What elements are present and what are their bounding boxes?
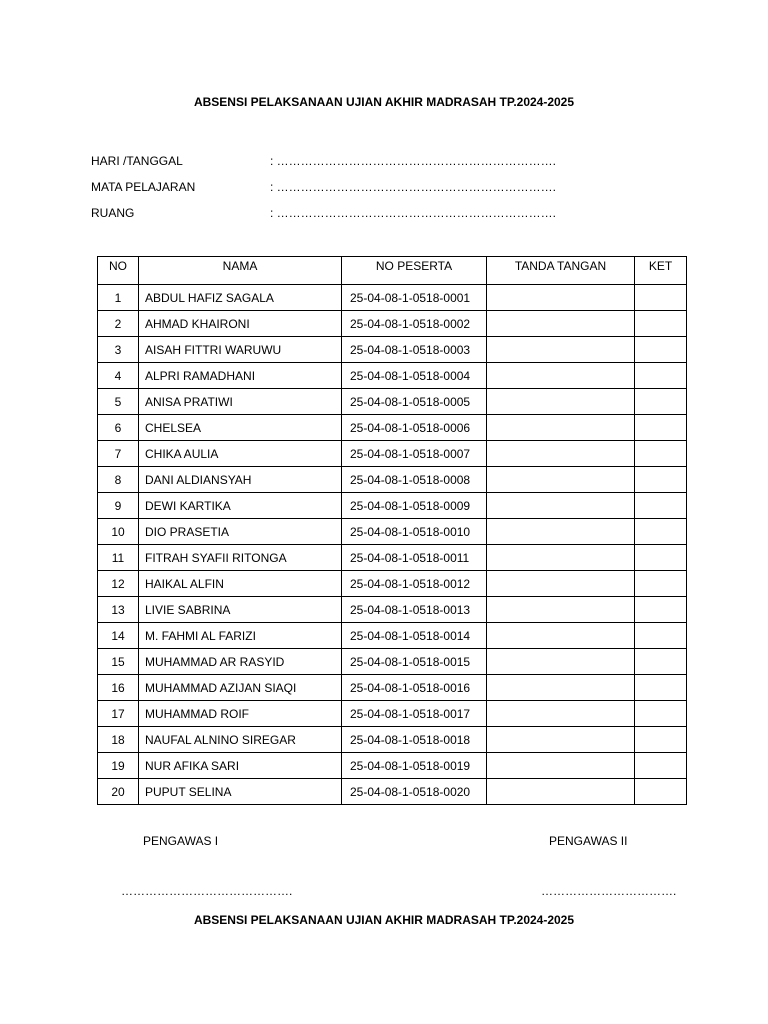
- cell-nama: MUHAMMAD AR RASYID: [139, 649, 342, 675]
- cell-nama: M. FAHMI AL FARIZI: [139, 623, 342, 649]
- cell-nama: ABDUL HAFIZ SAGALA: [139, 285, 342, 311]
- cell-ket[interactable]: [635, 285, 687, 311]
- table-row: [98, 285, 687, 311]
- cell-no-peserta: 25-04-08-1-0518-0013: [342, 597, 487, 623]
- table-row: [98, 415, 687, 441]
- cell-tanda-tangan[interactable]: [487, 519, 635, 545]
- cell-tanda-tangan[interactable]: [487, 597, 635, 623]
- cell-ket[interactable]: [635, 623, 687, 649]
- cell-ket[interactable]: [635, 311, 687, 337]
- cell-nama: MUHAMMAD ROIF: [139, 701, 342, 727]
- cell-nama: DANI ALDIANSYAH: [139, 467, 342, 493]
- cell-no-peserta: 25-04-08-1-0518-0012: [342, 571, 487, 597]
- cell-no: 10: [98, 519, 139, 545]
- info-value-hari-tanggal: : …………………………………………………………….: [270, 154, 557, 168]
- cell-ket[interactable]: [635, 519, 687, 545]
- header-nama: NAMA: [139, 257, 342, 285]
- cell-ket[interactable]: [635, 363, 687, 389]
- cell-no: 2: [98, 311, 139, 337]
- cell-nama: NAUFAL ALNINO SIREGAR: [139, 727, 342, 753]
- cell-tanda-tangan[interactable]: [487, 467, 635, 493]
- cell-tanda-tangan[interactable]: [487, 649, 635, 675]
- table-row: [98, 467, 687, 493]
- cell-tanda-tangan[interactable]: [487, 571, 635, 597]
- cell-no-peserta: 25-04-08-1-0518-0007: [342, 441, 487, 467]
- cell-no-peserta: 25-04-08-1-0518-0001: [342, 285, 487, 311]
- cell-no-peserta: 25-04-08-1-0518-0011: [342, 545, 487, 571]
- table-row: [98, 753, 687, 779]
- cell-ket[interactable]: [635, 571, 687, 597]
- cell-tanda-tangan[interactable]: [487, 441, 635, 467]
- cell-ket[interactable]: [635, 467, 687, 493]
- cell-nama: CHIKA AULIA: [139, 441, 342, 467]
- cell-ket[interactable]: [635, 701, 687, 727]
- cell-no-peserta: 25-04-08-1-0518-0020: [342, 779, 487, 805]
- cell-no-peserta: 25-04-08-1-0518-0005: [342, 389, 487, 415]
- table-row: [98, 519, 687, 545]
- cell-nama: FITRAH SYAFII RITONGA: [139, 545, 342, 571]
- cell-ket[interactable]: [635, 441, 687, 467]
- cell-ket[interactable]: [635, 649, 687, 675]
- cell-nama: PUPUT SELINA: [139, 779, 342, 805]
- document-title-repeat: ABSENSI PELAKSANAAN UJIAN AKHIR MADRASAH TP.2024-2025: [193, 913, 575, 927]
- cell-no-peserta: 25-04-08-1-0518-0004: [342, 363, 487, 389]
- cell-ket[interactable]: [635, 415, 687, 441]
- cell-no-peserta: 25-04-08-1-0518-0017: [342, 701, 487, 727]
- cell-no-peserta: 25-04-08-1-0518-0010: [342, 519, 487, 545]
- cell-no: 14: [98, 623, 139, 649]
- cell-no: 17: [98, 701, 139, 727]
- cell-no: 18: [98, 727, 139, 753]
- pengawas-1-label: PENGAWAS I: [143, 834, 219, 848]
- cell-tanda-tangan[interactable]: [487, 311, 635, 337]
- cell-no-peserta: 25-04-08-1-0518-0014: [342, 623, 487, 649]
- pengawas-2-signature-line: …………………………….: [541, 884, 677, 898]
- cell-ket[interactable]: [635, 545, 687, 571]
- cell-no: 7: [98, 441, 139, 467]
- cell-no: 19: [98, 753, 139, 779]
- cell-nama: NUR AFIKA SARI: [139, 753, 342, 779]
- table-row: [98, 597, 687, 623]
- cell-tanda-tangan[interactable]: [487, 675, 635, 701]
- table-row: [98, 649, 687, 675]
- cell-ket[interactable]: [635, 493, 687, 519]
- cell-nama: DEWI KARTIKA: [139, 493, 342, 519]
- cell-ket[interactable]: [635, 675, 687, 701]
- cell-no: 8: [98, 467, 139, 493]
- cell-tanda-tangan[interactable]: [487, 623, 635, 649]
- info-label-mata-pelajaran: MATA PELAJARAN: [91, 180, 196, 194]
- table-row: [98, 727, 687, 753]
- cell-no-peserta: 25-04-08-1-0518-0016: [342, 675, 487, 701]
- cell-no: 15: [98, 649, 139, 675]
- cell-nama: ALPRI RAMADHANI: [139, 363, 342, 389]
- cell-no: 11: [98, 545, 139, 571]
- table-header-row: [98, 257, 687, 285]
- cell-ket[interactable]: [635, 597, 687, 623]
- cell-no-peserta: 25-04-08-1-0518-0002: [342, 311, 487, 337]
- info-value-ruang: : …………………………………………………………….: [270, 206, 557, 220]
- cell-tanda-tangan[interactable]: [487, 363, 635, 389]
- cell-tanda-tangan[interactable]: [487, 415, 635, 441]
- table-row: [98, 363, 687, 389]
- table-row: [98, 337, 687, 363]
- table-row: [98, 779, 687, 805]
- cell-no: 4: [98, 363, 139, 389]
- table-row: [98, 311, 687, 337]
- header-ket: KET: [635, 257, 687, 285]
- cell-nama: LIVIE SABRINA: [139, 597, 342, 623]
- table-row: [98, 675, 687, 701]
- cell-no-peserta: 25-04-08-1-0518-0015: [342, 649, 487, 675]
- table-row: [98, 623, 687, 649]
- cell-no-peserta: 25-04-08-1-0518-0006: [342, 415, 487, 441]
- cell-no-peserta: 25-04-08-1-0518-0008: [342, 467, 487, 493]
- cell-no: 9: [98, 493, 139, 519]
- table-row: [98, 493, 687, 519]
- info-value-mata-pelajaran: : …………………………………………………………….: [270, 180, 557, 194]
- header-no-peserta: NO PESERTA: [342, 257, 487, 285]
- header-no: NO: [98, 257, 139, 285]
- info-label-ruang: RUANG: [91, 206, 135, 220]
- document-title: ABSENSI PELAKSANAAN UJIAN AKHIR MADRASAH TP.2024-2025: [193, 95, 575, 109]
- table-row: [98, 545, 687, 571]
- cell-no: 6: [98, 415, 139, 441]
- cell-no: 16: [98, 675, 139, 701]
- cell-tanda-tangan[interactable]: [487, 779, 635, 805]
- cell-nama: DIO PRASETIA: [139, 519, 342, 545]
- cell-no: 13: [98, 597, 139, 623]
- cell-nama: AISAH FITTRI WARUWU: [139, 337, 342, 363]
- cell-no: 12: [98, 571, 139, 597]
- cell-tanda-tangan[interactable]: [487, 493, 635, 519]
- cell-tanda-tangan[interactable]: [487, 337, 635, 363]
- cell-no-peserta: 25-04-08-1-0518-0003: [342, 337, 487, 363]
- info-label-hari-tanggal: HARI /TANGGAL: [91, 154, 183, 168]
- cell-nama: ANISA PRATIWI: [139, 389, 342, 415]
- cell-tanda-tangan[interactable]: [487, 753, 635, 779]
- cell-tanda-tangan[interactable]: [487, 727, 635, 753]
- cell-nama: CHELSEA: [139, 415, 342, 441]
- cell-no: 1: [98, 285, 139, 311]
- table-body: [98, 285, 687, 805]
- cell-no: 5: [98, 389, 139, 415]
- cell-ket[interactable]: [635, 779, 687, 805]
- header-tanda-tangan: TANDA TANGAN: [487, 257, 635, 285]
- cell-nama: MUHAMMAD AZIJAN SIAQI: [139, 675, 342, 701]
- cell-tanda-tangan[interactable]: [487, 545, 635, 571]
- cell-nama: AHMAD KHAIRONI: [139, 311, 342, 337]
- table-row: [98, 571, 687, 597]
- cell-tanda-tangan[interactable]: [487, 389, 635, 415]
- cell-ket[interactable]: [635, 389, 687, 415]
- pengawas-2-label: PENGAWAS II: [549, 834, 628, 848]
- attendance-table: [97, 256, 687, 805]
- cell-ket[interactable]: [635, 337, 687, 363]
- cell-nama: HAIKAL ALFIN: [139, 571, 342, 597]
- cell-no: 20: [98, 779, 139, 805]
- pengawas-1-signature-line: …………………………………….: [121, 884, 293, 898]
- cell-no-peserta: 25-04-08-1-0518-0009: [342, 493, 487, 519]
- table-row: [98, 701, 687, 727]
- table-row: [98, 441, 687, 467]
- cell-no-peserta: 25-04-08-1-0518-0018: [342, 727, 487, 753]
- cell-tanda-tangan[interactable]: [487, 701, 635, 727]
- cell-ket[interactable]: [635, 727, 687, 753]
- cell-no-peserta: 25-04-08-1-0518-0019: [342, 753, 487, 779]
- cell-tanda-tangan[interactable]: [487, 285, 635, 311]
- cell-no: 3: [98, 337, 139, 363]
- cell-ket[interactable]: [635, 753, 687, 779]
- table-row: [98, 389, 687, 415]
